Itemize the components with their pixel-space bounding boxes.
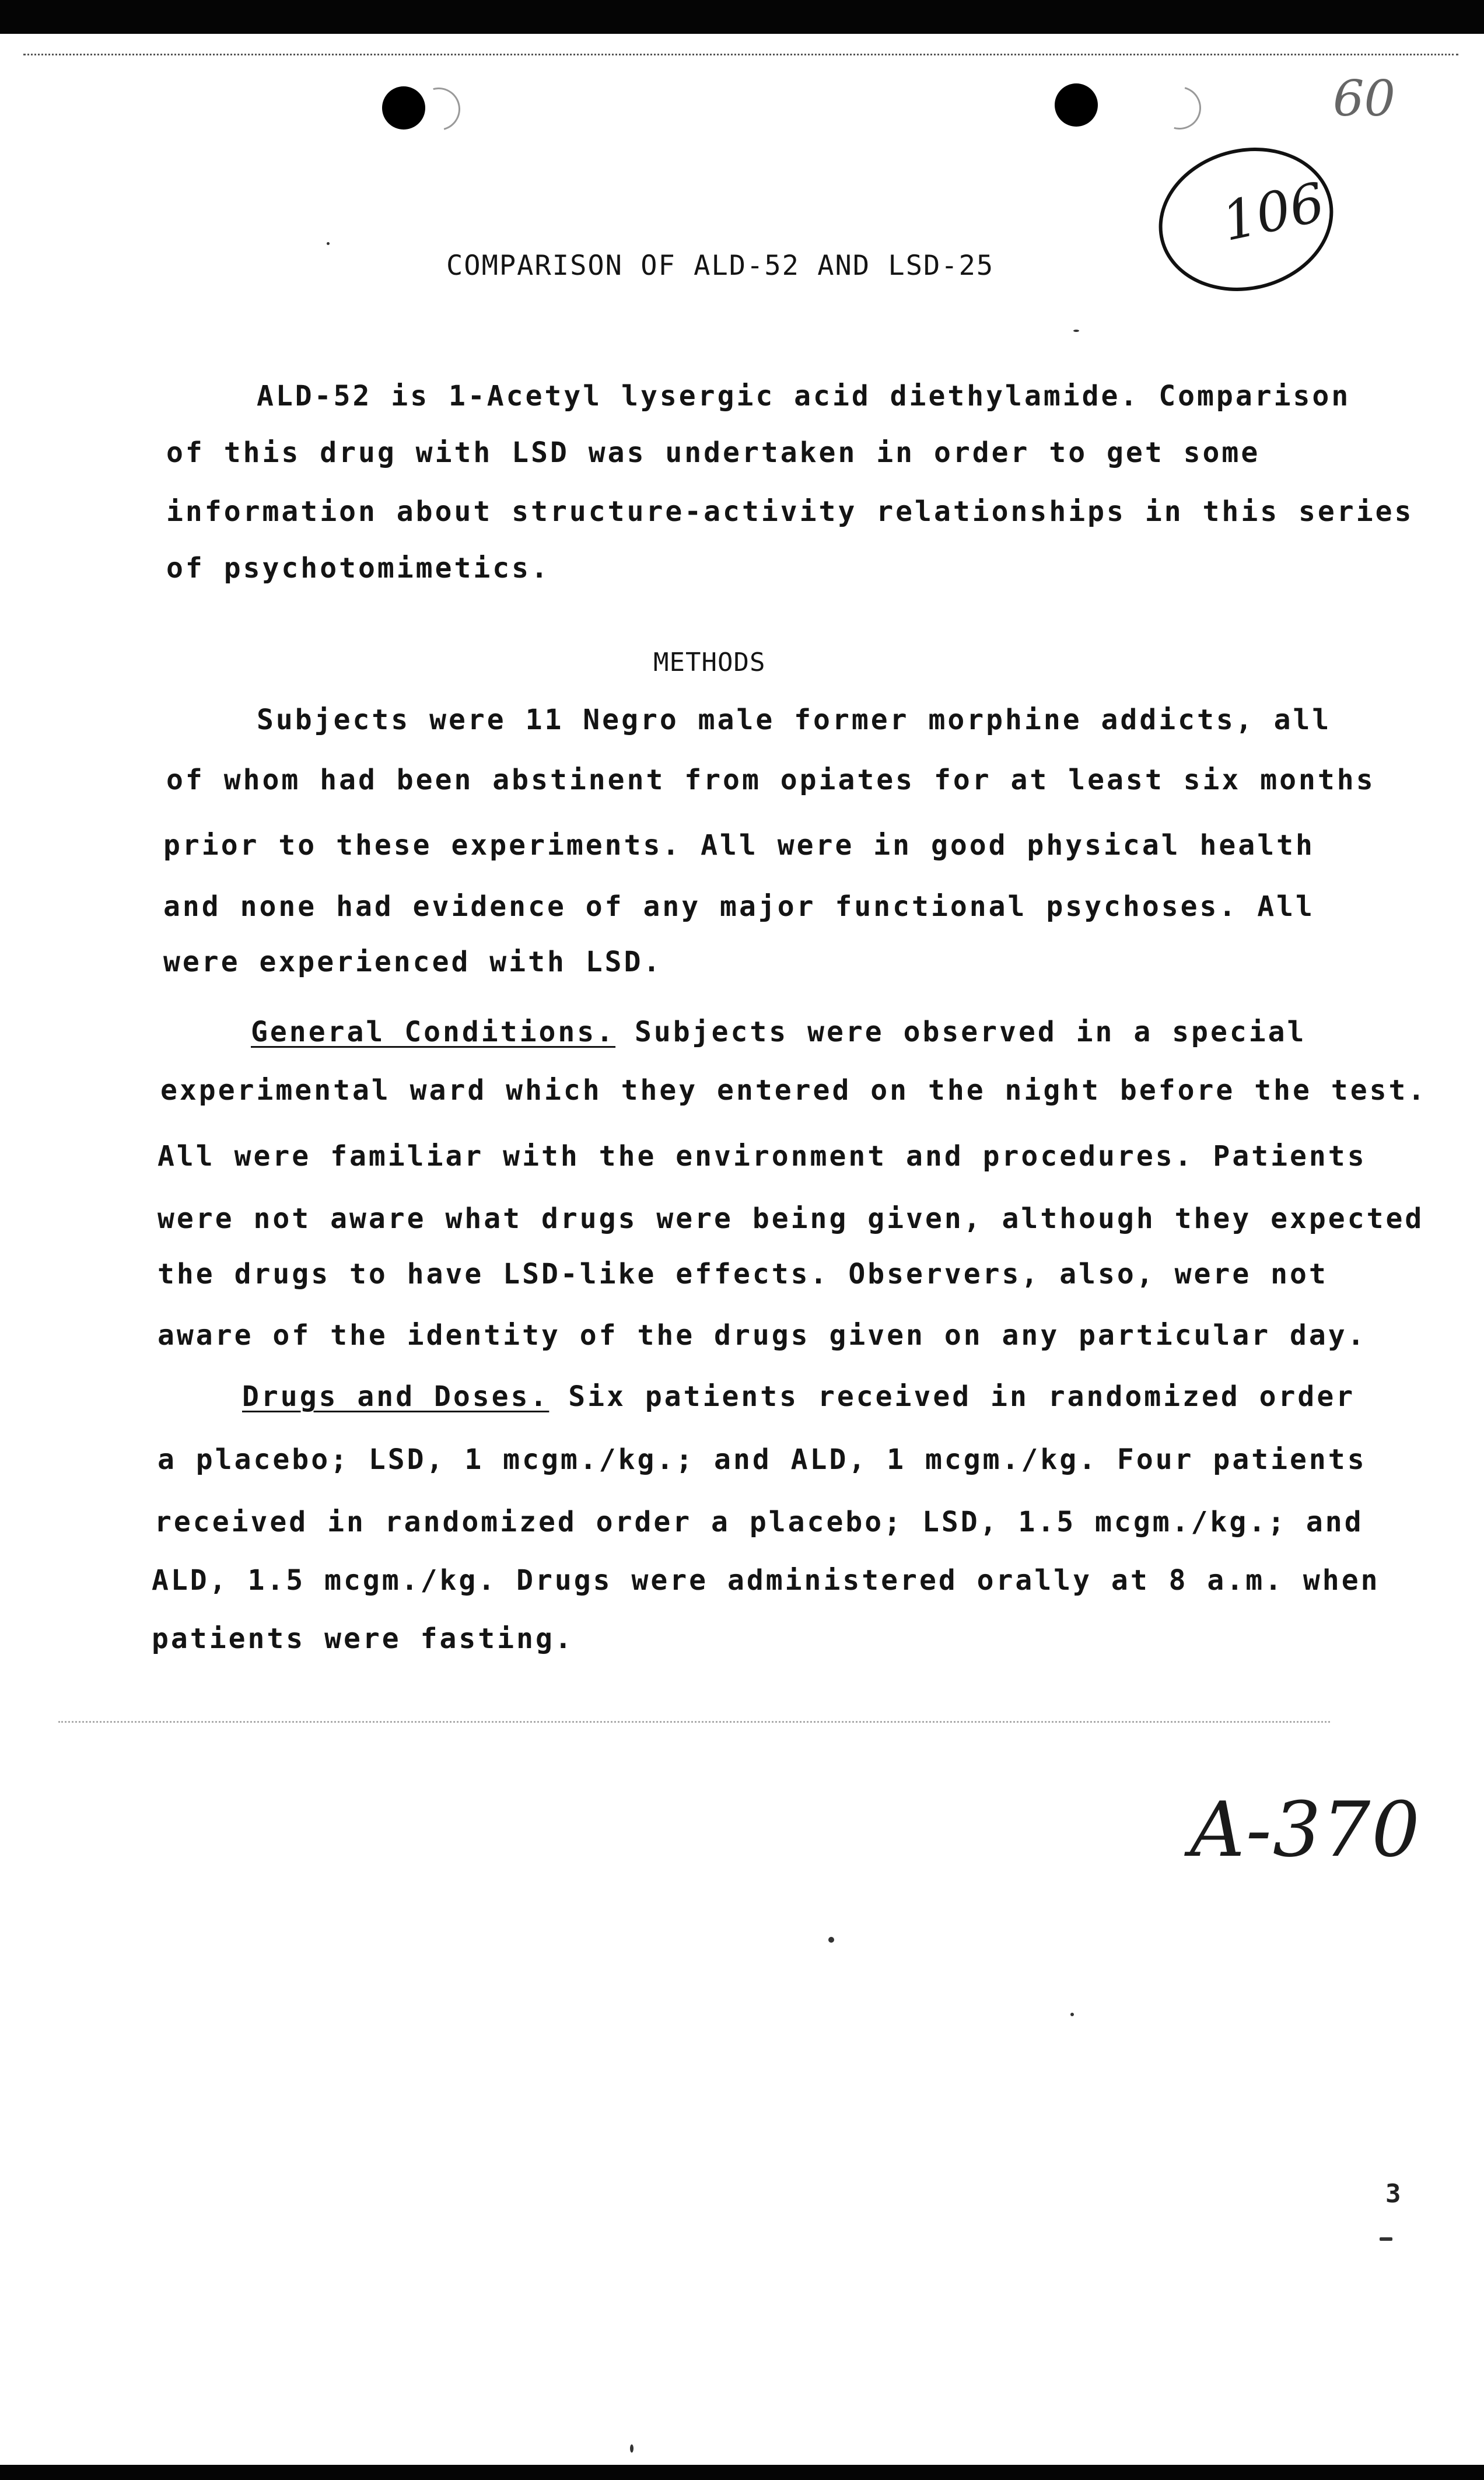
scan-speck (1073, 330, 1079, 332)
drugs-and-doses-line: patients were fasting. (152, 1622, 574, 1655)
punch-hole-shadow-left (409, 79, 468, 138)
subjects-line: and none had evidence of any major functional psychoses. All (163, 890, 1315, 923)
scan-speck (1380, 2237, 1392, 2241)
general-conditions-text: Subjects were observed in a special (634, 1016, 1307, 1048)
scan-speck (1070, 2013, 1074, 2016)
methods-heading: METHODS (653, 648, 766, 677)
handwritten-page-number: 60 (1333, 70, 1395, 127)
subjects-line: of whom had been abstinent from opiates for at least six months (166, 764, 1376, 796)
scan-speck (327, 242, 330, 245)
drugs-and-doses-line: ALD, 1.5 mcgm./kg. Drugs were administered orally at 8 a.m. when (152, 1564, 1380, 1597)
intro-line: of this drug with LSD was undertaken in order to get some (166, 436, 1261, 469)
general-conditions-line: the drugs to have LSD-like effects. Observers, also, were not (158, 1258, 1328, 1290)
margin-mark: 3 (1385, 2179, 1401, 2209)
drugs-and-doses-line: a placebo; LSD, 1 mcgm./kg.; and ALD, 1 mcgm./kg. Four patients (158, 1443, 1367, 1476)
general-conditions-line: aware of the identity of the drugs given on any particular day. (158, 1319, 1367, 1352)
scan-border-top (0, 0, 1484, 34)
scan-border-bottom (0, 2465, 1484, 2480)
scan-rule-bottom (58, 1721, 1330, 1725)
scan-speck (630, 2444, 634, 2453)
handwritten-folio-number: 106 (1216, 170, 1330, 254)
scan-speck (828, 1937, 834, 1943)
subjects-line: prior to these experiments. All were in good physical health (163, 829, 1315, 862)
general-conditions-line: experimental ward which they entered on the night before the test. (160, 1074, 1427, 1107)
scan-rule-top (23, 54, 1458, 58)
punch-hole-shadow-right (1150, 78, 1209, 137)
drugs-and-doses-first-line (242, 1380, 1356, 1413)
drugs-and-doses-line: received in randomized order a placebo; LSD, 1.5 mcgm./kg.; and (155, 1506, 1364, 1538)
subjects-line: were experienced with LSD. (163, 946, 663, 978)
intro-line: information about structure-activity relationships in this series (166, 495, 1414, 528)
handwritten-document-code: A-370 (1190, 1785, 1421, 1874)
subjects-line: Subjects were 11 Negro male former morphine addicts, all (257, 704, 1332, 736)
document-title: COMPARISON OF ALD-52 AND LSD-25 (446, 250, 995, 282)
general-conditions-line: All were familiar with the environment and procedures. Patients (158, 1140, 1367, 1173)
drugs-and-doses-text: Six patients received in randomized order (568, 1380, 1356, 1413)
general-conditions-line: were not aware what drugs were being given, although they expected (158, 1202, 1424, 1235)
intro-line: of psychotomimetics. (166, 552, 550, 585)
intro-line: ALD-52 is 1-Acetyl lysergic acid diethylamide. Comparison (257, 380, 1351, 412)
punch-hole-right (1055, 83, 1098, 127)
drugs-and-doses-label: Drugs and Doses. (242, 1380, 550, 1413)
general-conditions-label: General Conditions. (251, 1016, 616, 1048)
general-conditions-first-line (251, 1018, 1306, 1046)
